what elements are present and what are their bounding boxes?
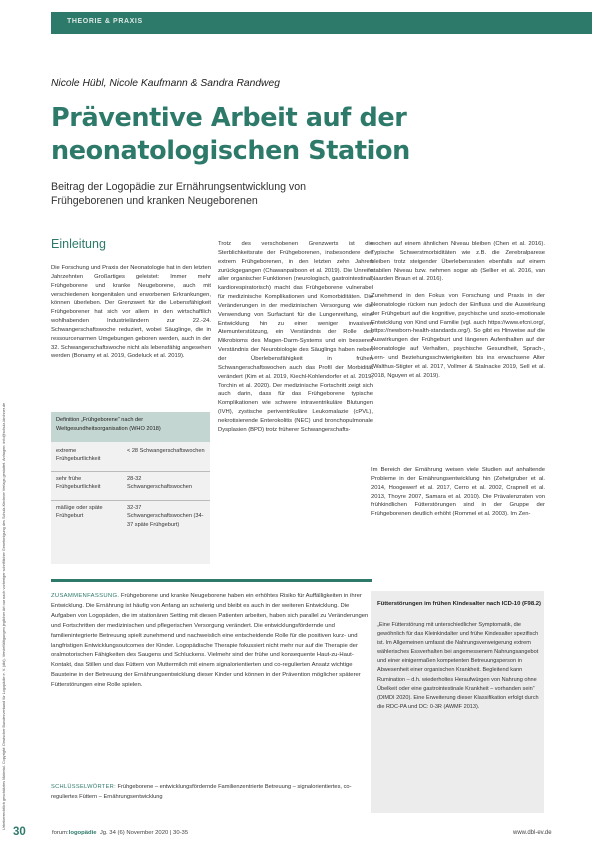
definition-row <box>51 472 210 501</box>
copyright-sidebar: Urheberrechtlich geschütztes Material. Copyright: Deutscher Bundesverband für Logopädie e. V. (dbl). Vervielfältigungen jeglicher Art nur nach vorheriger schriftlicher Genehmigung des Schulz-Kirchner Verlags gestattet. Anfragen: info@schulz-kirchner.de <box>2 402 6 830</box>
subtitle-line-1: Beitrag der Logopädie zur Ernährungsentwicklung von <box>51 181 307 193</box>
journal-citation <box>52 830 188 836</box>
abstract-divider <box>51 579 372 582</box>
definition-term: mäßige oder späte Frühgeburt <box>56 505 103 520</box>
definition-term: extreme Frühgeburtlichkeit <box>56 448 101 463</box>
abstract <box>51 592 369 691</box>
title-line-2: neonatologischen Station <box>51 136 410 166</box>
title-line-1: Präventive Arbeit auf der <box>51 103 407 133</box>
publisher-url: www.dbl-ev.de <box>513 830 552 836</box>
column-3-text-b: Zunehmend in den Fokus von Forschung und Praxis in der Neonatologie rücken nun jedoch der Einfluss und die Auswirkung der Frühgeburt auf die kognitive, psychische und sozio-emotionale Entwicklung von Kind und Familie (vgl. auch https://www.efcni.org/, https://newborn-health-standards.org/). So gibt es Hinweise auf die Auswirkungen der Frühgeburt und längeren Aufenthalten auf der Neonatologie auf Verhalten, psychische Gesundheit, Sprach-, Lern- und Beziehungsschwierigkeiten bis ins erwachsene Alter (Walthus-Stigter et al. 2017, Vollmer & Stalnacke 2019, Sell et al. 2018, Nguyen et al. 2019). <box>371 293 545 379</box>
definition-row <box>51 444 210 472</box>
info-box-title: Fütterstörungen im frühen Kindesalter nach ICD-10 (F98.2) <box>377 601 541 607</box>
column-3-text-c: Im Bereich der Ernährung weisen viele Studien auf anhaltende Probleme in der Ernährungsentwicklung hin (Zehetgruber et al. 2014, Hoogewerf et al. 2017, Cerro et al. 2002, Crapnell et al. 2013, Thoyre 2007, Samara et al. 2010). Die Prävalenzraten von frühkindlichen Fütterstörungen sind in der Gruppe der Frühgeborenen deutlich erhöht (Rommel et al. 2003). Im Zen- <box>371 467 545 518</box>
definition-term: sehr frühe Frühgeburtlichkeit <box>56 476 101 491</box>
journal-prefix: forum: <box>52 830 69 836</box>
abstract-label: ZUSAMMENFASSUNG. <box>51 593 120 599</box>
definition-value: < 28 Schwangerschaftswochen <box>127 448 205 454</box>
definition-value: 32-37 Schwangerschaftswochen (34-37 späte Frühgeburt) <box>127 505 204 528</box>
page-number: 30 <box>13 826 26 838</box>
abstract-text: Frühgeborene und kranke Neugeborene haben ein erhöhtes Risiko für Auffälligkeiten in ihrer Entwicklung. Die Ernährung ist häufig von Anfang an schwierig und bleibt es auch in der weiteren Entwicklung. Die Aufgaben von Logopäden, die im stationären Setting mit diesen Patienten arbeiten, haben sich parallel zu Veränderungen und Fortschritten der medizinischen und pflegerischen Versorgung verändert. Die entwicklungsfördernde und familienintegrierte Betreuung spielt zunehmend und nachweislich eine entscheidende Rolle für die positiven kurz- und langfristigen Entwicklungsoutcomes der Kinder. Logopädische Therapie fokussiert nicht mehr nur auf die Therapie der oralmotorischen Fähigkeiten des Saugens und Schluckens. Vielmehr sind der frühe und konsequente Haut-zu-Haut-Kontakt, das Stillen und das Füttern von Muttermilch mit einem signalorientierten und co-regulierten Ansatz wichtige Bausteine in der Betreuung der Ernährungsentwicklung dieser Kinder und können in der Prävention möglicher späterer Fütterstörungen eine Rolle spielen. <box>51 593 369 689</box>
article-authors: Nicole Hübl, Nicole Kaufmann & Sandra Randweg <box>51 78 280 89</box>
section-tag: THEORIE & PRAXIS <box>67 18 143 25</box>
column-2-text: Trotz des verschobenen Grenzwerts ist die Sterblichkeitsrate der Frühgeborenen, insbesondere der extrem Frühgeborenen, in den letzten zehn Jahren zurückgegangen (Chawanpaiboon et al. 2019). Die Unreife aller organischer Funktionen (neurologisch, gastrointestinal, kardiorespiratorisch) macht das Frühgeborene vulnerabel für medizinische Komplikationen und Komorbiditäten. Die Veränderungen in der medizinischen Versorgung wie die Verwendung von Surfactant für die Lungenreifung, eine Entwicklung hin zu einer weniger invasiven Atemunterstützung, ein Verständnis der Rolle des Mikrobioms des Magen-Darm-Systems und ein besseres Verständnis der Neurobiologie des Säuglings haben neben der Überlebensfähigkeit in frühen Schwangerschaftswochen auch das Profil der Morbidität verändert (Kim et al. 2019, Kiechl-Kohlendorfer et al. 2019, Torchin et al. 2020). Der medizinische Fortschritt zeigt sich auch darin, dass für das Frühgeborene typische Komplikationen wie schwere intraventrikuläre Blutungen (IVH), zystische periventrikuläre Leukomalazie (cPVL), nekrotisierende Enterokolitis (NEC) und bronchopulmonale Dysplasien (BPD) trotz früherer Schwangerschafts- <box>218 241 373 433</box>
definition-row <box>51 501 210 539</box>
keywords-label: SCHLÜSSELWÖRTER: <box>51 784 116 790</box>
journal-brand: logopädie <box>68 830 97 836</box>
article-subtitle <box>51 180 531 208</box>
keywords-text: Frühgeborene – entwicklungsfördernde Familienzentrierte Betreuung – signalorientiertes, co-reguliertes Füttern – Ernährungsentwicklung <box>51 784 352 800</box>
section-heading-einleitung: Einleitung <box>51 237 106 251</box>
subtitle-line-2: Frühgeborenen und kranken Neugeborenen <box>51 195 258 207</box>
info-box-body: „Eine Fütterstörung mit unterschiedlicher Symptomatik, die gewöhnlich für das Kleinkindalter und frühe Kindesalter spezifisch ist. Im Allgemeinen umfasst die Nahrungsverweigerung extrem wählerisches Essverhalten bei angemessenem Nahrungsangebot und einer einigermaßen kompetenten Betreuungsperson in Abwesenheit einer organischen Krankheit. Begleitend kann Rumination – d.h. wiederholtes Heraufwürgen von Nahrung ohne Übelkeit oder eine gastrointestinale Krankheit – vorhanden sein“ (DIMDI 2020). Eine Erweiterung dieser Klassifikation erfolgt durch die RDC-PA und DC: 0-3R (AWMF 2013). <box>377 622 539 710</box>
keywords <box>51 783 369 803</box>
definition-title: Definition „Frühgeborene“ nach der Weltgesundheitsorganisation (WHO 2018) <box>51 412 210 442</box>
column-1-text: Die Forschung und Praxis der Neonatologie hat in den letzten Jahrzehnten Großartiges geleistet: Immer mehr Frühgeborene und kranke Neugeborene, auch mit verschiedenen kongenitalen und erworbenen Erkrankungen, können überleben. Der Grenzwert für die Lebensfähigkeit Frühgeborener hat sich vor allem in den wirtschaftlich wohlhabenden Industrieländern zur 22.-24. Schwangerschaftswoche reduziert, wobei Säuglinge, die in ressourcenarmen Umgebungen geboren werden, auch in der 32. Schwangerschaftswoche nicht als lebensfähig angesehen werden (Bonamy et al. 2019, Godeluck et al. 2019). <box>51 265 211 360</box>
article-title <box>51 102 571 168</box>
journal-issue: Jg. 34 (6) November 2020 | 30-35 <box>99 830 189 836</box>
column-3-text-a: wochen auf einem ähnlichen Niveau bleiben (Chen et al. 2016). Typische Schwerstmorbiditäten wie z.B. die Zerebralparese bleiben trotz steigender Überlebensraten ebenfalls auf einem stabilen Niveau bzw. nehmen sogar ab (Sellier et al. 2016, van Naarden Braun et al. 2016). <box>371 241 545 283</box>
definition-value: 28-32 Schwangerschaftswochen <box>127 476 192 491</box>
